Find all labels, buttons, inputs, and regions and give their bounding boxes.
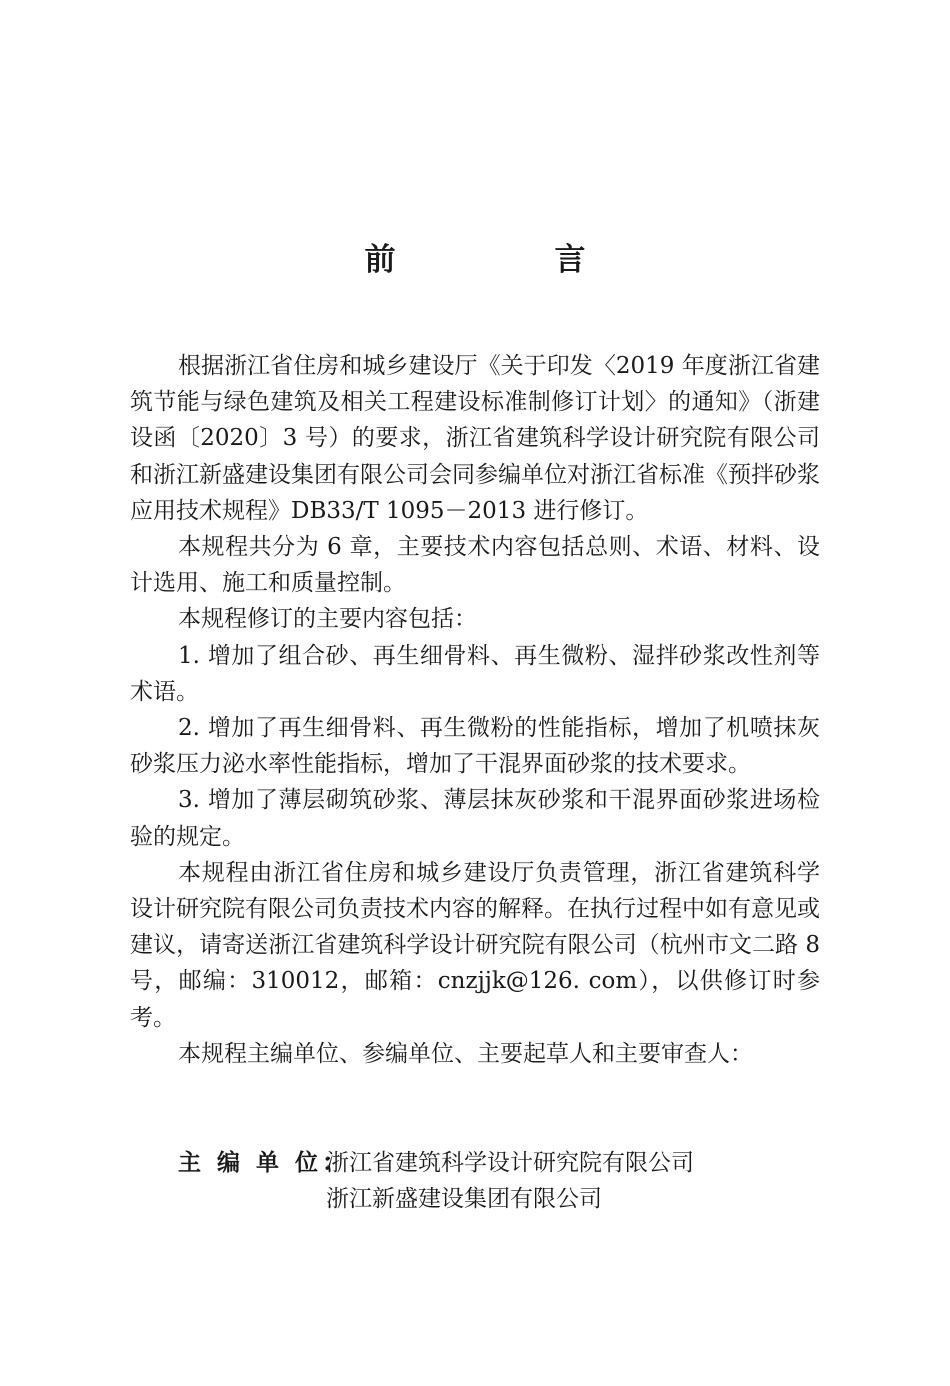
revision-item-1: 1. 增加了组合砂、再生细骨料、再生微粉、湿拌砂浆改性剂等术语。 — [130, 642, 820, 705]
chief-editor-unit: 浙江新盛建设集团有限公司 — [326, 1186, 602, 1213]
revision-item-3: 3. 增加了薄层砌筑砂浆、薄层抹灰砂浆和干混界面砂浆进场检验的规定。 — [130, 787, 820, 850]
credits-block — [178, 1145, 838, 1217]
preface-body — [130, 348, 820, 1072]
paragraph-revision-intro: 本规程修订的主要内容包括： — [178, 606, 477, 633]
paragraph-background: 根据浙江省住房和城乡建设厅《关于印发〈2019 年度浙江省建筑节能与绿色建筑及相关工程建设标准制修订计划〉的通知》（浙建设函〔2020〕3 号）的要求，浙江省建筑科学设计研究院有限公司和浙江新盛建设集团有限公司会同参编单位对浙江省标准《预拌砂浆应用技术规程》DB33/T 1095－2013 进行修订。 — [130, 353, 820, 524]
chief-editor-label: 主 编 单 位： — [178, 1149, 350, 1176]
page-title: 前 言 — [364, 242, 650, 278]
revision-item-2: 2. 增加了再生细骨料、再生微粉的性能指标，增加了机喷抹灰砂浆压力泌水率性能指标，增加了干混界面砂浆的技术要求。 — [130, 715, 820, 778]
paragraph-management: 本规程由浙江省住房和城乡建设厅负责管理，浙江省建筑科学设计研究院有限公司负责技术内容的解释。在执行过程中如有意见或建议，请寄送浙江省建筑科学设计研究院有限公司（杭州市文二路 8 号，邮编：310012，邮箱：cnzjjk@126. com），以供修订时参考。 — [130, 859, 820, 1031]
chief-editor-units — [326, 1145, 694, 1217]
chief-editor-unit: 浙江省建筑科学设计研究院有限公司 — [326, 1150, 694, 1176]
paragraph-chapters: 本规程共分为 6 章，主要技术内容包括总则、术语、材料、设计选用、施工和质量控制。 — [130, 534, 820, 597]
chief-editor-row — [178, 1145, 838, 1217]
paragraph-credits-intro: 本规程主编单位、参编单位、主要起草人和主要审查人： — [178, 1040, 753, 1067]
